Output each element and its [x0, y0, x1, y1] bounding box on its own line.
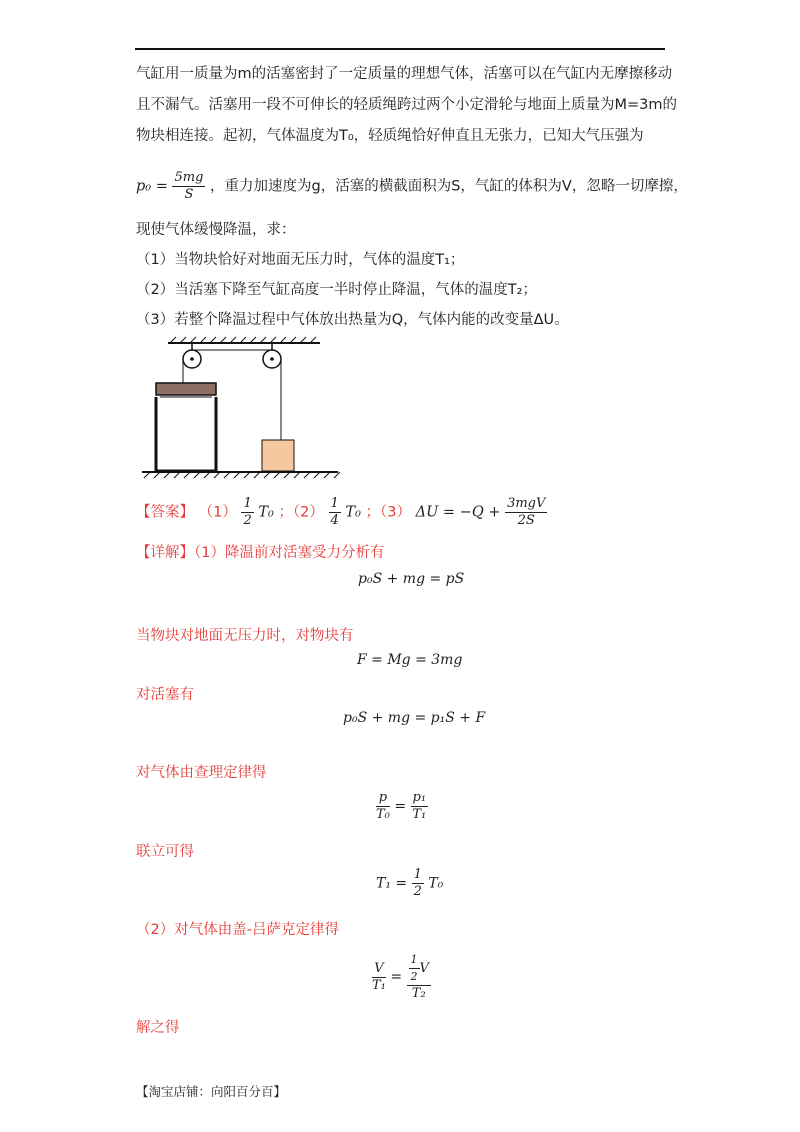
- eq6-equals: =: [390, 969, 403, 985]
- eq5-var: T₀: [428, 875, 444, 892]
- p0-fraction: [172, 170, 205, 203]
- equation-2: F = Mg = 3mg: [357, 652, 463, 668]
- top-rule: [135, 48, 665, 50]
- eq6-left-numerator: V: [372, 961, 386, 978]
- p0-denominator: S: [184, 187, 194, 202]
- eq6-left-denominator: T₁: [372, 977, 386, 993]
- equation-3: p₀S + mg = p₁S + F: [343, 710, 486, 726]
- p0-lhs: p₀ =: [136, 178, 168, 195]
- answer-tag: 【答案】: [136, 504, 194, 521]
- eq4-right-fraction: [411, 790, 429, 823]
- eq6-inner-denominator: 2: [410, 970, 418, 983]
- p0-numerator: 5mg: [174, 170, 204, 185]
- problem-line-4: [136, 170, 688, 203]
- eq6-left-fraction: [372, 961, 386, 994]
- eq6-inner-numerator: 1: [409, 952, 420, 969]
- eq5-lhs: T₁ =: [376, 875, 408, 892]
- cylinder: [156, 397, 216, 471]
- answer-1-prefix: （1）: [198, 504, 237, 521]
- answer-1-numerator: 1: [243, 496, 252, 511]
- equation-6: [372, 952, 431, 1002]
- problem-line-2: 且不漏气。活塞用一段不可伸长的轻质绳跨过两个小定滑轮与地面上质量为M=3m的: [136, 97, 678, 113]
- answer-3-denominator: 2S: [517, 513, 535, 528]
- answer-line: [136, 496, 547, 529]
- problem-line-5: 现使气体缓慢降温，求：: [136, 222, 296, 238]
- eq6-inner-fraction: [409, 952, 420, 985]
- answer-2-numerator: 1: [330, 496, 339, 511]
- answer-2-denominator: 4: [330, 513, 339, 528]
- solution-step-3: 对活塞有: [136, 687, 194, 703]
- apparatus-diagram: [140, 335, 350, 480]
- equation-5: [376, 867, 443, 900]
- eq6-inner-var: V: [419, 961, 429, 976]
- mass-block: [262, 440, 294, 471]
- eq6-right-fraction: [407, 952, 431, 1002]
- eq6-right-numerator: [407, 952, 431, 986]
- answer-1-var: T₀: [258, 504, 274, 521]
- answer-3-prefix: ；（3）: [365, 504, 411, 521]
- question-2: （2）当活塞下降至气缸高度一半时停止降温，气体的温度T₂；: [136, 282, 537, 298]
- answer-3-lhs: ΔU = −Q +: [415, 504, 501, 521]
- answer-2-var: T₀: [345, 504, 361, 521]
- eq5-fraction: [412, 867, 424, 900]
- problem-line-4-rest: ，重力加速度为g，活塞的横截面积为S，气缸的体积为V，忽略一切摩擦，: [210, 178, 688, 195]
- answer-1-fraction: [241, 496, 253, 529]
- solution-intro: [136, 543, 384, 563]
- solution-step-1: （1）降温前对活塞受力分析有: [194, 545, 385, 561]
- eq6-right-denominator: T₂: [411, 986, 426, 1001]
- pulley-left-axle: [190, 357, 194, 361]
- solution-tag: 【详解】: [136, 545, 194, 561]
- problem-line-1: 气缸用一质量为m的活塞密封了一定质量的理想气体，活塞可以在气缸内无摩擦移动: [136, 66, 673, 82]
- eq4-left-fraction: [376, 790, 390, 823]
- solution-step-5: 联立可得: [136, 844, 194, 860]
- solution-step-7: 解之得: [136, 1020, 180, 1036]
- answer-1-denominator: 2: [243, 513, 252, 528]
- eq4-left-denominator: T₀: [376, 807, 390, 822]
- solution-step-6: （2）对气体由盖-吕萨克定律得: [136, 922, 339, 938]
- solution-step-2: 当物块对地面无压力时，对物块有: [136, 628, 354, 644]
- footer-shop-label: 【淘宝店铺：向阳百分百】: [136, 1084, 287, 1099]
- eq5-numerator: 1: [413, 867, 422, 882]
- answer-2-fraction: [329, 496, 341, 529]
- eq4-left-numerator: p: [376, 790, 390, 807]
- equation-4: [376, 790, 428, 823]
- pulley-right-axle: [270, 357, 274, 361]
- solution-step-4: 对气体由查理定律得: [136, 765, 267, 781]
- problem-line-3: 物块相连接。起初，气体温度为T₀，轻质绳恰好伸直且无张力，已知大气压强为: [136, 128, 644, 144]
- answer-2-prefix: ；（2）: [278, 504, 324, 521]
- piston: [156, 383, 216, 395]
- eq5-denominator: 2: [413, 884, 422, 899]
- eq4-right-numerator: p₁: [412, 790, 427, 805]
- eq4-right-denominator: T₁: [412, 807, 427, 822]
- answer-3-fraction: [505, 496, 547, 529]
- question-1: （1）当物块恰好对地面无压力时，气体的温度T₁；: [136, 252, 465, 268]
- question-3: （3）若整个降温过程中气体放出热量为Q，气体内能的改变量ΔU。: [136, 312, 569, 328]
- answer-3-numerator: 3mgV: [507, 496, 546, 511]
- equation-1: p₀S + mg = pS: [358, 571, 465, 587]
- eq4-equals: =: [394, 798, 407, 815]
